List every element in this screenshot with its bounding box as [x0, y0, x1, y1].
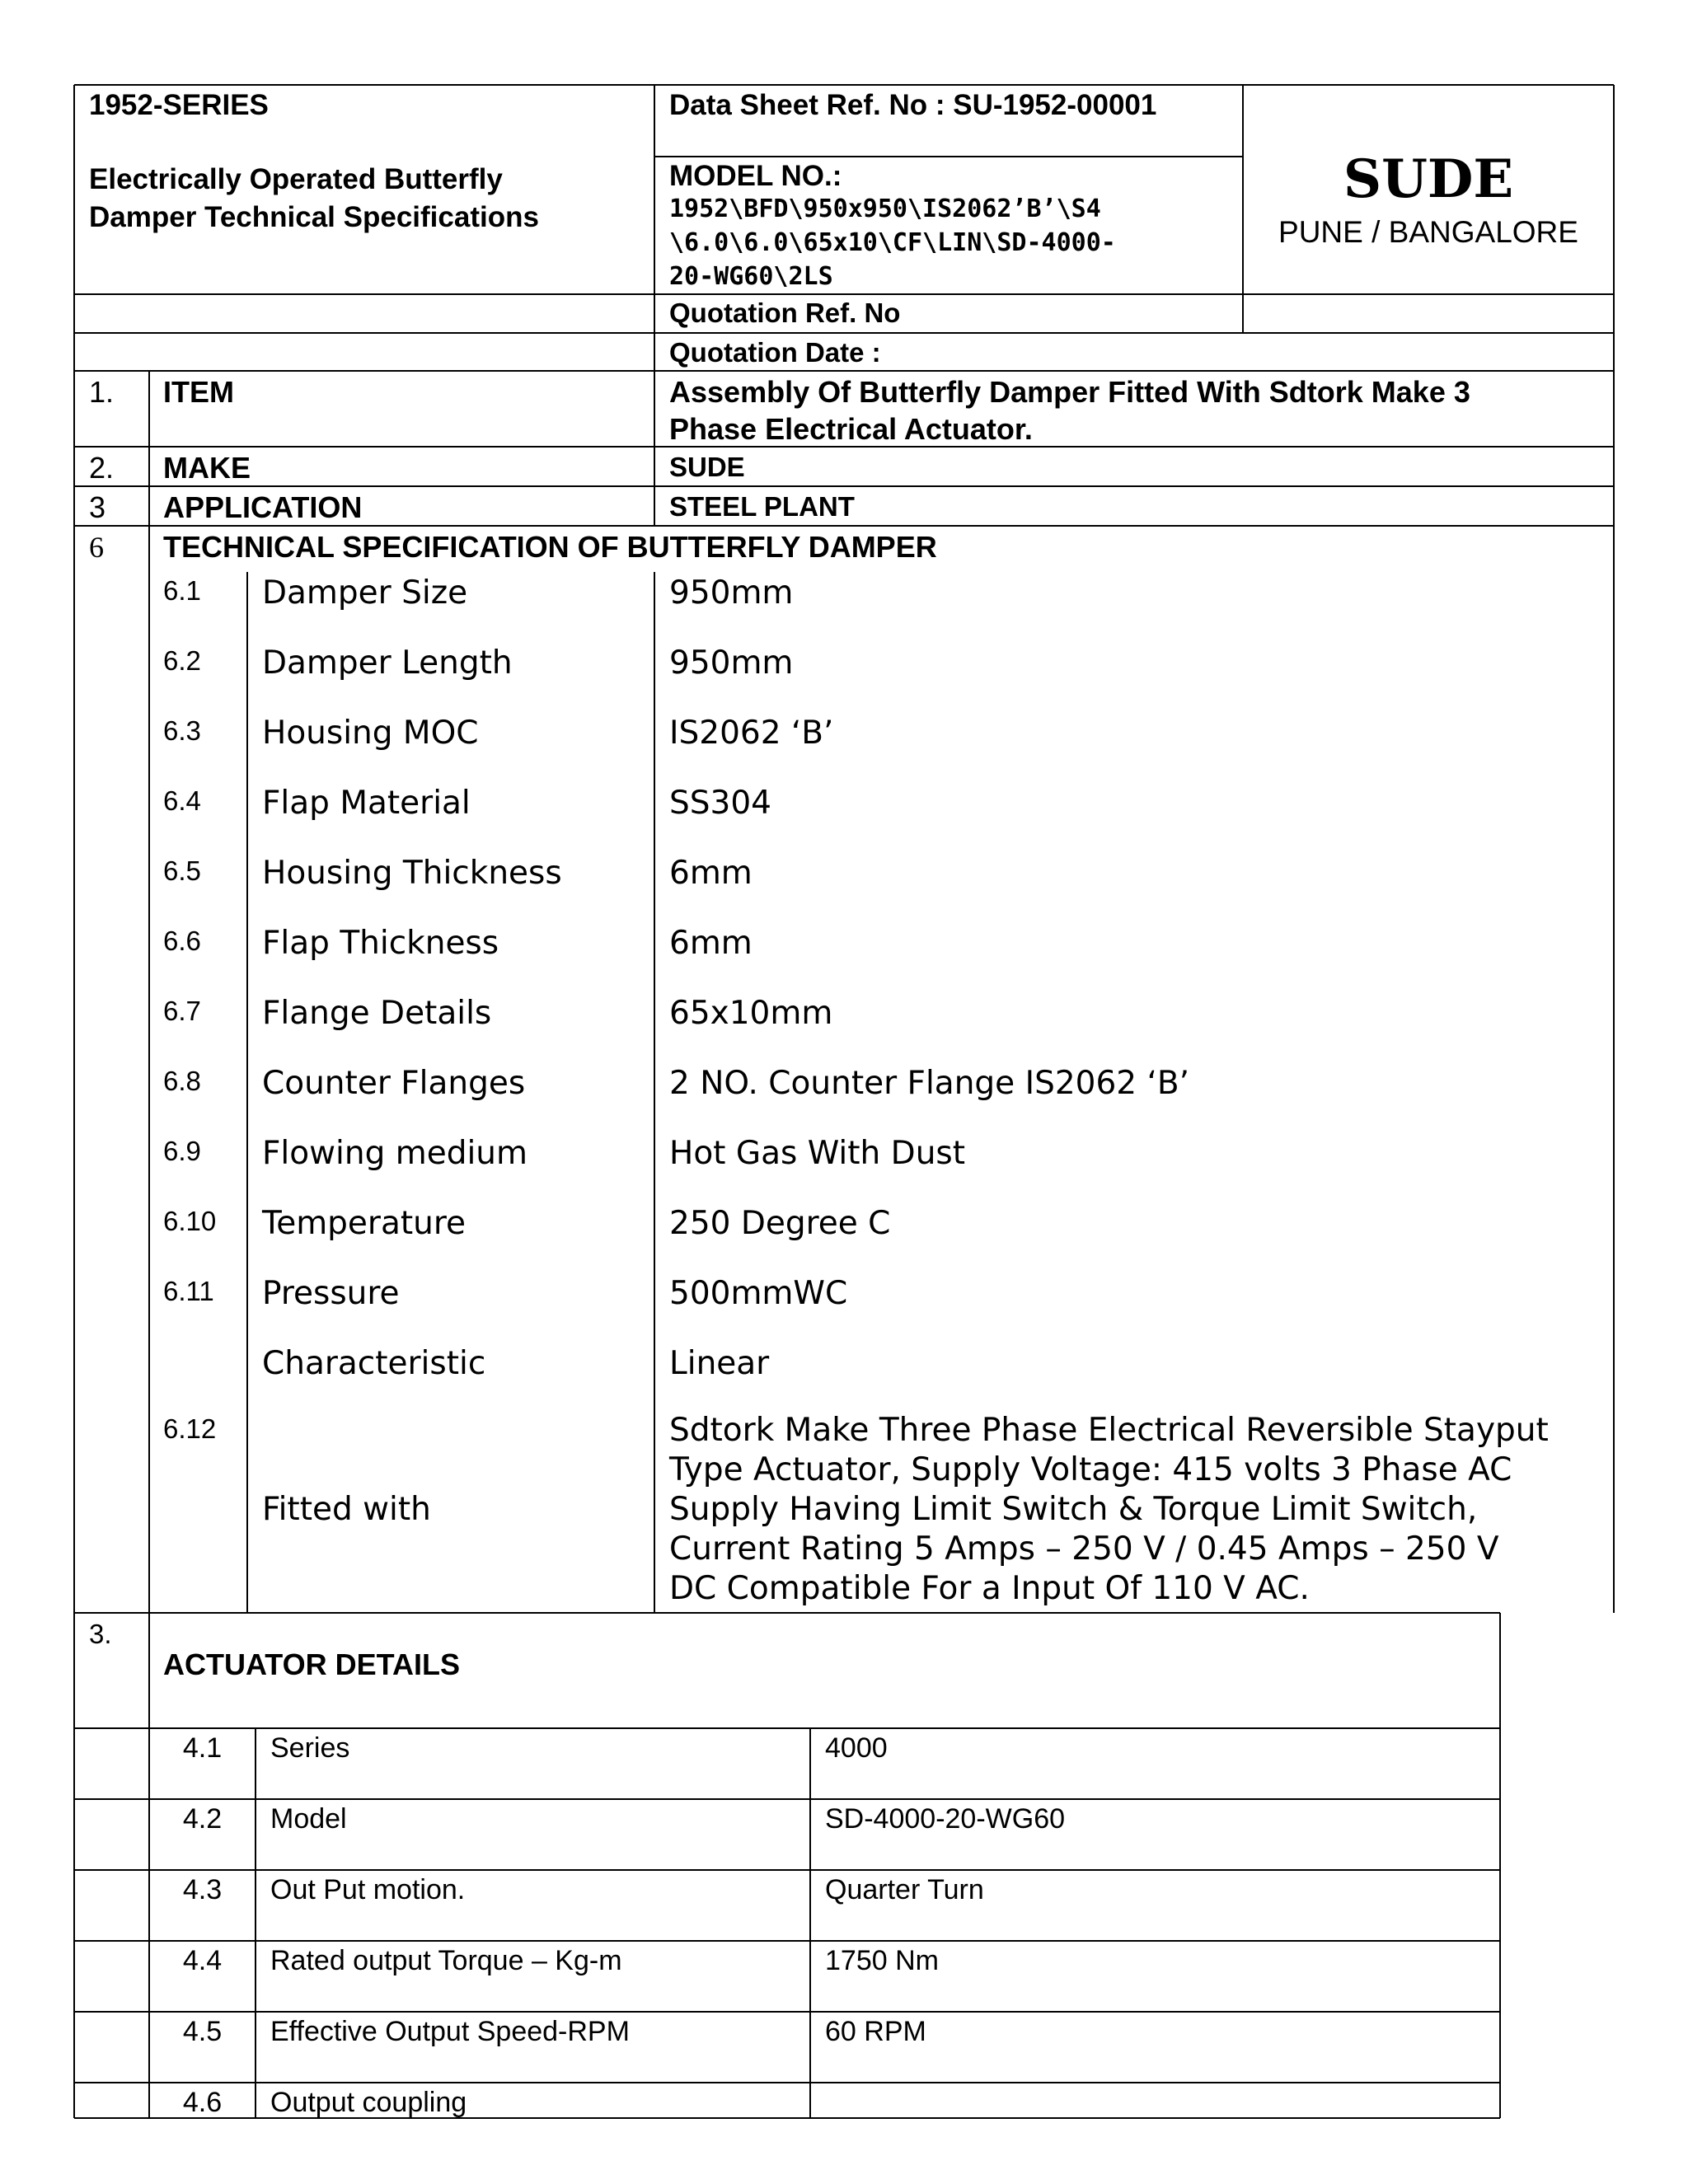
model-number-label: MODEL NO.:: [669, 160, 842, 192]
model-number-line1: 1952\BFD\950x950\IS2062’B’\S4: [669, 194, 1101, 223]
make-row-value: SUDE: [669, 452, 745, 482]
item-row-value-line1: Assembly Of Butterfly Damper Fitted With Sdtork Make 3: [669, 375, 1470, 409]
actuator-row-value: 60 RPM: [825, 2016, 926, 2047]
spec-row-value: 950mm: [669, 574, 794, 612]
model-number-line2: \6.0\6.0\65x10\CF\LIN\SD-4000-: [669, 228, 1116, 257]
actuator-row-label: Effective Output Speed-RPM: [270, 2016, 630, 2047]
spec-fitted-label: Fitted with: [262, 1491, 431, 1528]
actuator-section-number: 3.: [89, 1619, 112, 1649]
actuator-row-label: Series: [270, 1732, 350, 1764]
spec-fitted-value-line1: Sdtork Make Three Phase Electrical Reversible Stayput: [669, 1412, 1549, 1449]
item-row-number: 1.: [89, 375, 115, 409]
quotation-ref-label: Quotation Ref. No: [669, 298, 901, 328]
application-row-label: APPLICATION: [163, 490, 363, 524]
document-title-line1: Electrically Operated Butterfly: [89, 163, 503, 195]
company-logo: SUDE: [1343, 148, 1514, 210]
spec-row-label: Flap Material: [262, 785, 471, 822]
spec-row-number: 6.10: [163, 1206, 217, 1236]
spec-row-value: Linear: [669, 1345, 770, 1382]
spec-row-number: 6.6: [163, 926, 201, 956]
spec-row-number: 6.2: [163, 645, 201, 676]
item-row-label: ITEM: [163, 375, 234, 409]
actuator-row-value: 1750 Nm: [825, 1945, 939, 1976]
make-row-label: MAKE: [163, 451, 251, 485]
actuator-row-number: 4.4: [182, 1945, 223, 1976]
spec-row-label: Housing Thickness: [262, 855, 562, 892]
spec-row-value: SS304: [669, 785, 771, 822]
spec-row-number: 6.9: [163, 1136, 201, 1166]
spec-row-value: Hot Gas With Dust: [669, 1135, 966, 1172]
spec-fitted-value-line2: Type Actuator, Supply Voltage: 415 volts 3 Phase AC: [669, 1451, 1512, 1488]
series-label: 1952-SERIES: [89, 89, 269, 121]
spec-row-value: 6mm: [669, 855, 753, 892]
application-row-number: 3: [89, 490, 106, 524]
spec-row-label: Temperature: [262, 1205, 467, 1242]
spec-fitted-value-line4: Current Rating 5 Amps – 250 V / 0.45 Amps – 250 V: [669, 1530, 1499, 1568]
spec-row-number: 6.4: [163, 785, 201, 816]
actuator-row-label: Output coupling: [270, 2087, 467, 2118]
item-row-value-line2: Phase Electrical Actuator.: [669, 412, 1033, 446]
make-row-number: 2.: [89, 451, 115, 485]
spec-row-value: 2 NO. Counter Flange IS2062 ‘B’: [669, 1065, 1190, 1102]
spec-fitted-value-line5: DC Compatible For a Input Of 110 V AC.: [669, 1570, 1310, 1607]
spec-row-label: Flowing medium: [262, 1135, 528, 1172]
spec-row-number: 6.5: [163, 855, 201, 886]
spec-row-label: Housing MOC: [262, 715, 479, 752]
spec-row-number: 6.11: [163, 1276, 214, 1306]
actuator-row-number: 4.3: [182, 1874, 223, 1905]
spec-row-label: Pressure: [262, 1275, 400, 1312]
spec-row-value: 250 Degree C: [669, 1205, 891, 1242]
spec-row-value: 6mm: [669, 925, 753, 962]
quotation-date-label: Quotation Date :: [669, 337, 881, 368]
application-row-value: STEEL PLANT: [669, 491, 855, 522]
actuator-row-label: Rated output Torque – Kg-m: [270, 1945, 622, 1976]
spec-row-label: Characteristic: [262, 1345, 486, 1382]
spec-row-label: Damper Length: [262, 644, 513, 682]
spec-row-number: 6.7: [163, 996, 201, 1026]
actuator-row-value: SD-4000-20-WG60: [825, 1803, 1066, 1835]
damper-spec-heading: TECHNICAL SPECIFICATION OF BUTTERFLY DAMPER: [163, 530, 937, 564]
spec-row-number: 6.3: [163, 715, 201, 746]
spec-row-value: 500mmWC: [669, 1275, 848, 1312]
spec-row-value: IS2062 ‘B’: [669, 715, 834, 752]
spec-fitted-value-line3: Supply Having Limit Switch & Torque Limit Switch,: [669, 1491, 1478, 1528]
actuator-row-label: Out Put motion.: [270, 1874, 466, 1905]
actuator-row-number: 4.6: [182, 2087, 223, 2118]
spec-row-label: Damper Size: [262, 574, 468, 612]
spec-row-label: Counter Flanges: [262, 1065, 526, 1102]
model-number-line3: 20-WG60\2LS: [669, 262, 833, 291]
spec-row-label: Flange Details: [262, 995, 492, 1032]
spec-row-number: 6.1: [163, 575, 201, 606]
damper-spec-section-number: 6: [89, 531, 104, 564]
spec-row-number: 6.8: [163, 1066, 201, 1096]
actuator-row-number: 4.1: [182, 1732, 223, 1764]
company-location: PUNE / BANGALORE: [1278, 215, 1578, 249]
actuator-row-number: 4.5: [182, 2016, 223, 2047]
actuator-heading: ACTUATOR DETAILS: [163, 1647, 460, 1681]
spec-row-value: 65x10mm: [669, 995, 833, 1032]
actuator-row-value: Quarter Turn: [825, 1874, 984, 1905]
data-sheet-ref: Data Sheet Ref. No : SU-1952-00001: [669, 89, 1157, 121]
document-title-line2: Damper Technical Specifications: [89, 201, 539, 233]
actuator-row-value: 4000: [825, 1732, 888, 1764]
spec-fitted-number: 6.12: [163, 1413, 217, 1444]
spec-row-value: 950mm: [669, 644, 794, 682]
actuator-row-label: Model: [270, 1803, 347, 1835]
spec-row-label: Flap Thickness: [262, 925, 499, 962]
actuator-row-number: 4.2: [182, 1803, 223, 1835]
